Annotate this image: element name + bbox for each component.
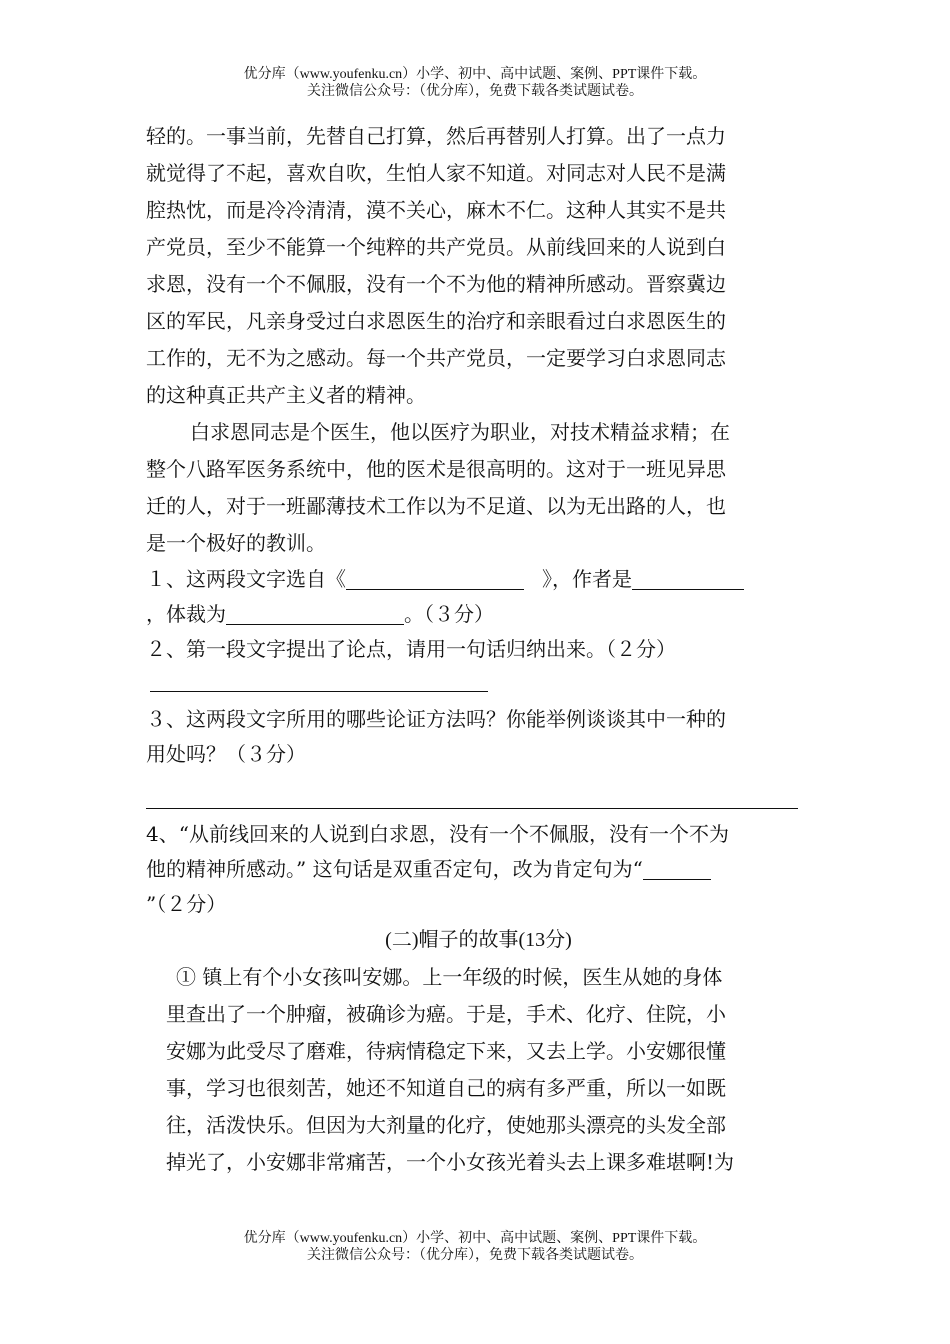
answer-blank-genre[interactable] xyxy=(226,600,404,625)
answer-blank-q4[interactable] xyxy=(643,855,711,880)
q4-text-3: ”（２分） xyxy=(146,892,227,916)
question-4 xyxy=(146,817,811,922)
question-3 xyxy=(146,702,811,817)
text-line: 求恩，没有一个不佩服，没有一个不为他的精神所感动。晋察冀边 xyxy=(146,272,726,296)
q2-text: ２、第一段文字提出了论点，请用一句话归纳出来。（２分） xyxy=(146,637,676,661)
header-line-1: 优分库（www.youfenku.cn）小学、初中、高中试题、案例、PPT课件下载。 xyxy=(243,67,707,82)
text-line: 整个八路军医务系统中，他的医术是很高明的。这对于一班见异思 xyxy=(146,457,726,481)
page-header xyxy=(0,66,950,100)
answer-blank-author[interactable] xyxy=(632,565,744,590)
page-footer xyxy=(0,1230,950,1264)
text-line: 就觉得了不起，喜欢自吹，生怕人家不知道。对同志对人民不是满 xyxy=(146,161,726,185)
q1-text-d: 。（３分） xyxy=(404,602,494,626)
text-line: 事，学习也很刻苦，她还不知道自己的病有多严重，所以一如既 xyxy=(166,1076,726,1100)
text-line: 产党员，至少不能算一个纯粹的共产党员。从前线回来的人说到白 xyxy=(146,235,726,259)
section-title: (二)帽子的故事(13分) xyxy=(385,929,572,951)
question-1 xyxy=(146,562,811,632)
story-paragraph-1 xyxy=(146,959,811,1181)
q1-text-a: １、这两段文字选自《 xyxy=(146,567,346,591)
document-body xyxy=(146,118,811,1181)
text-line: 里查出了一个肿瘤，被确诊为癌。于是，手术、化疗、住院，小 xyxy=(166,1002,726,1026)
text-line: 工作的，无不为之感动。每一个共产党员，一定要学习白求恩同志 xyxy=(146,346,726,370)
text-line: 区的军民，凡亲身受过白求恩医生的治疗和亲眼看过白求恩医生的 xyxy=(146,309,726,333)
text-line: 白求恩同志是个医生，他以医疗为职业，对技术精益求精；在 xyxy=(190,420,730,444)
text-line: 腔热忱，而是冷冷清清，漠不关心，麻木不仁。这种人其实不是共 xyxy=(146,198,726,222)
q3-text-2: 用处吗？（３分） xyxy=(146,742,306,766)
text-line: 的这种真正共产主义者的精神。 xyxy=(146,383,426,407)
footer-line-1: 优分库（www.youfenku.cn）小学、初中、高中试题、案例、PPT课件下载。 xyxy=(243,1231,707,1246)
q1-text-c: ，体裁为 xyxy=(146,602,226,626)
q4-text-2: 他的精神所感动。” 这句话是双重否定句，改为肯定句为“ xyxy=(146,857,643,881)
text-line: 往，活泼快乐。但因为大剂量的化疗，使她那头漂亮的头发全部 xyxy=(166,1113,726,1137)
text-line: 轻的。一事当前，先替自己打算，然后再替别人打算。出了一点力 xyxy=(146,124,726,148)
q1-text-b: 》，作者是 xyxy=(542,567,632,591)
text-line: 是一个极好的教训。 xyxy=(146,531,326,555)
answer-blank-source[interactable] xyxy=(346,565,524,590)
text-line: 掉光了，小安娜非常痛苦，一个小女孩光着头去上课多难堪啊!为 xyxy=(166,1150,735,1174)
q3-text-1: ３、这两段文字所用的哪些论证方法吗？你能举例谈谈其中一种的 xyxy=(146,707,726,731)
header-line-2: 关注微信公众号：（优分库），免费下载各类试题试卷。 xyxy=(307,84,643,99)
paragraph-2 xyxy=(146,414,811,562)
footer-line-2: 关注微信公众号：（优分库），免费下载各类试题试卷。 xyxy=(307,1248,643,1263)
q4-text-1: 4、“从前线回来的人说到白求恩，没有一个不佩服，没有一个不为 xyxy=(146,822,729,846)
text-line: 迁的人，对于一班鄙薄技术工作以为不足道、以为无出路的人，也 xyxy=(146,494,726,518)
paragraph-1 xyxy=(146,118,811,414)
text-line: 安娜为此受尽了磨难，待病情稳定下来，又去上学。小安娜很懂 xyxy=(166,1039,726,1063)
question-2 xyxy=(146,632,811,702)
text-line: ① 镇上有个小女孩叫安娜。上一年级的时候，医生从她的身体 xyxy=(176,965,723,989)
